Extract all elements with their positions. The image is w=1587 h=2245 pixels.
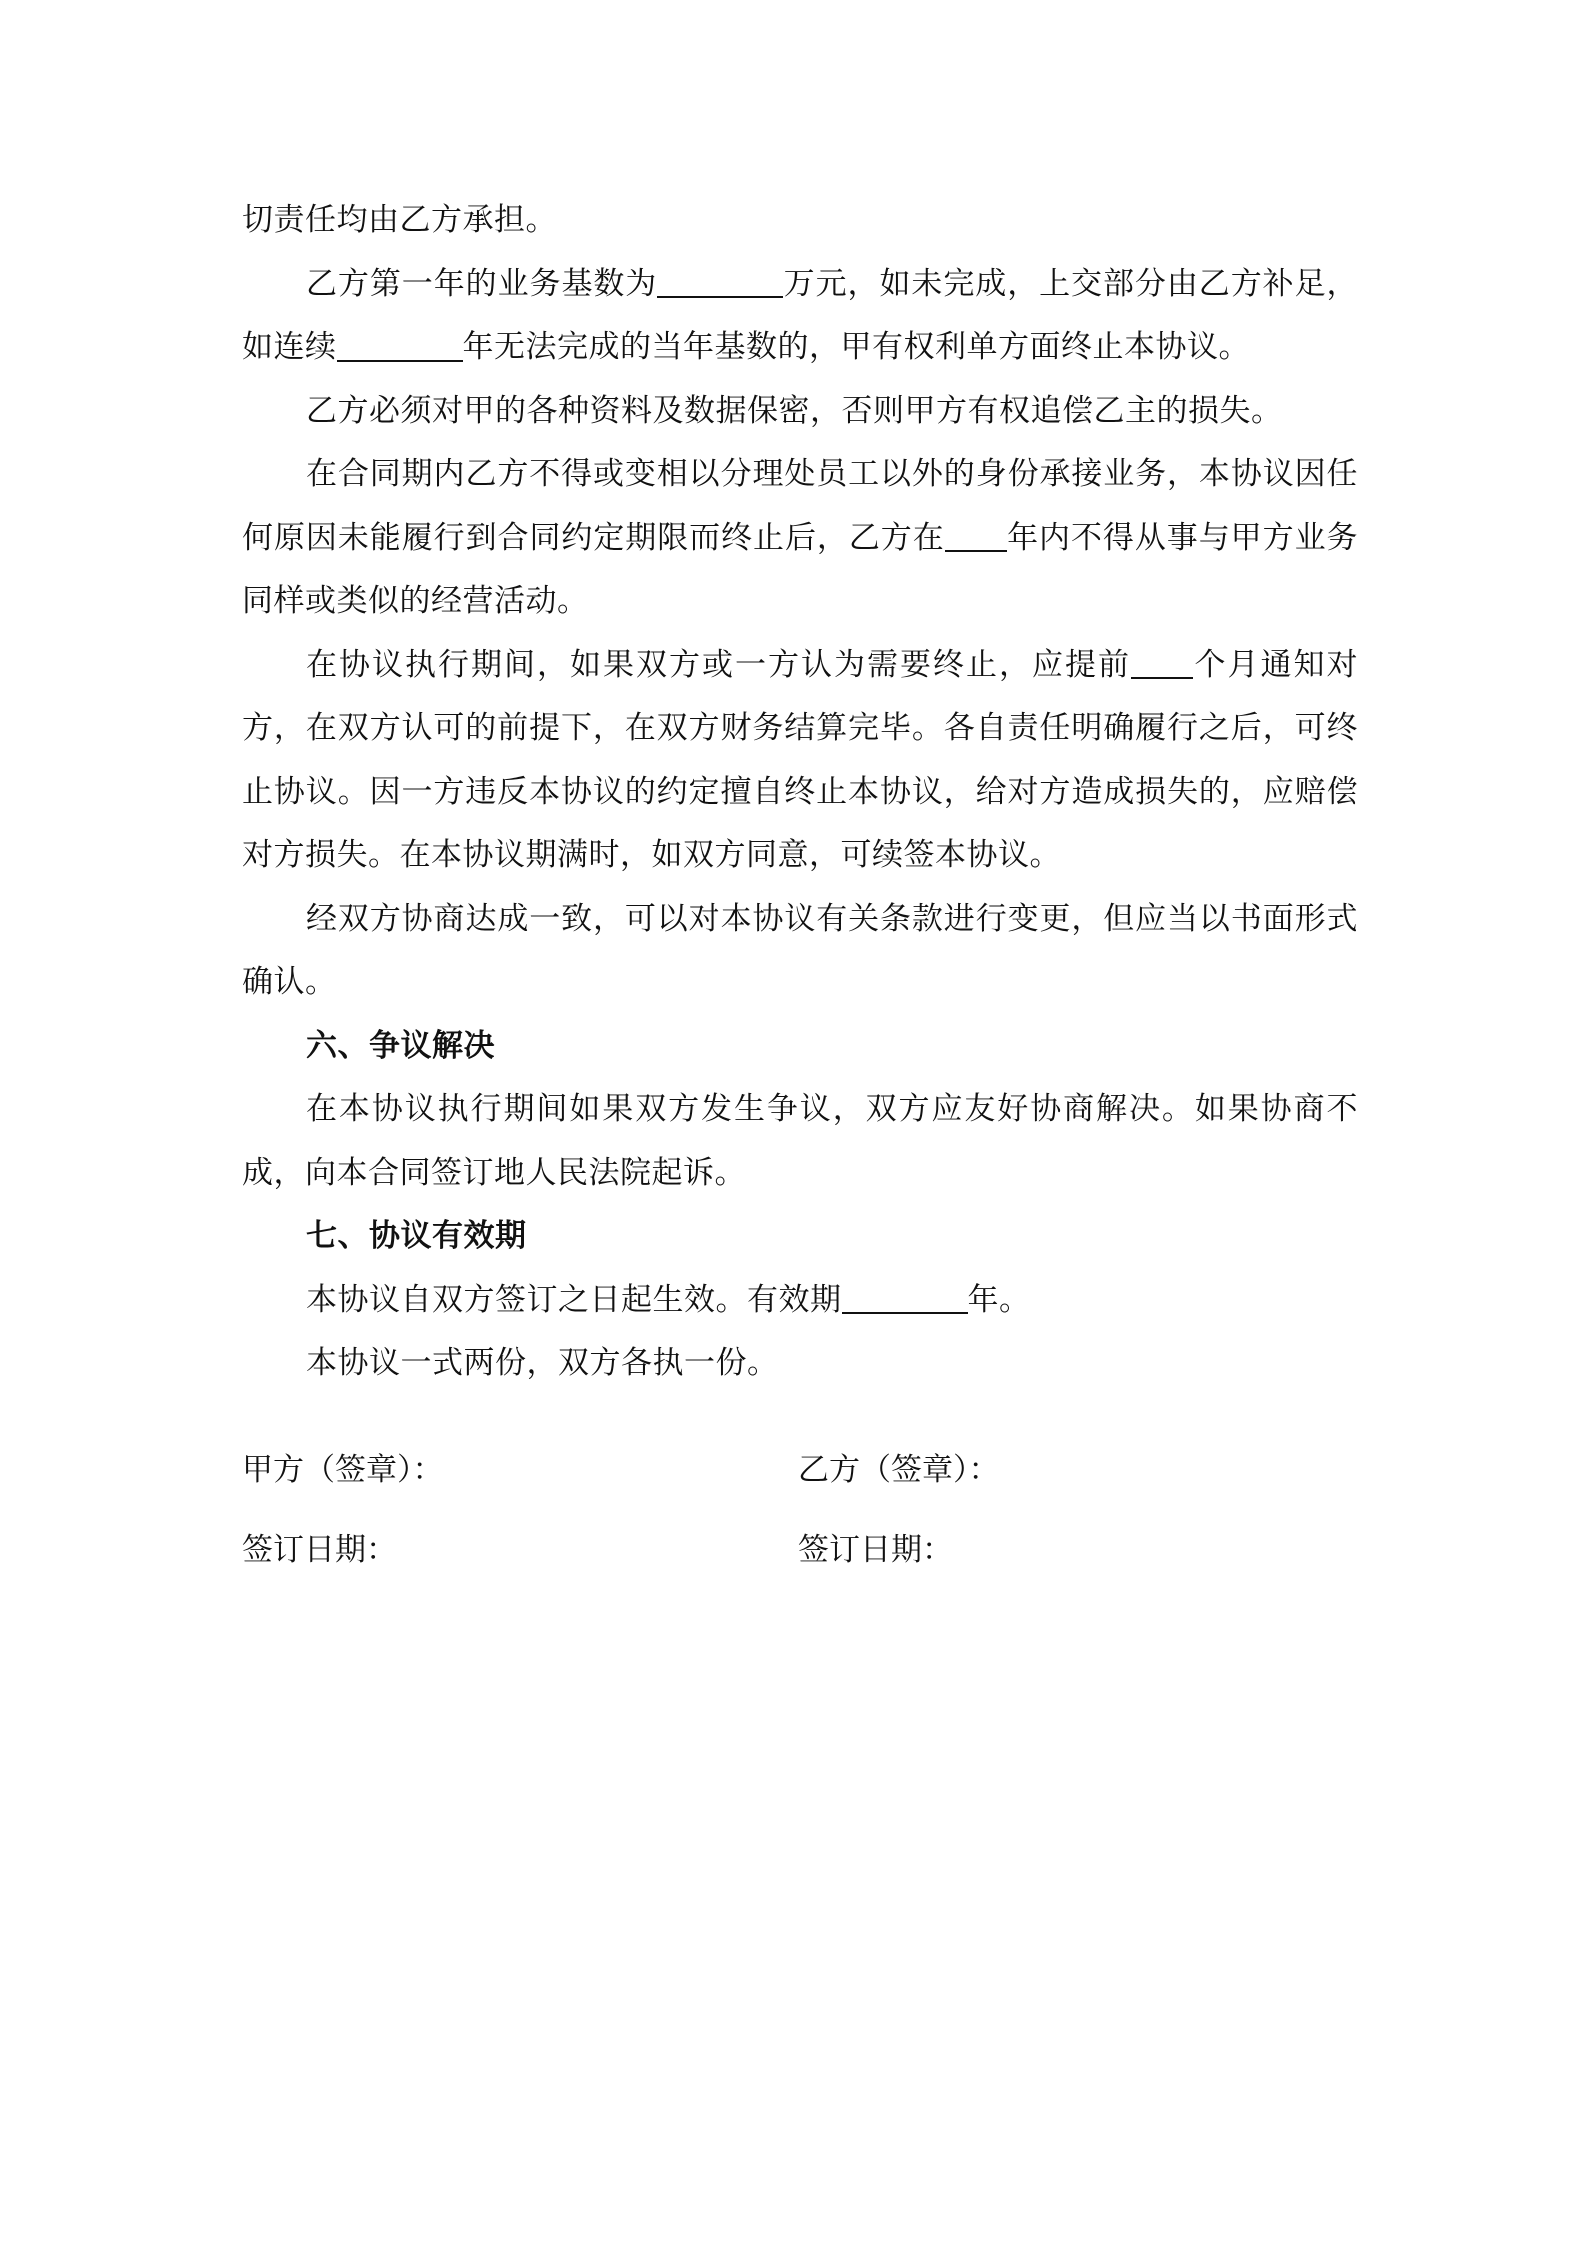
heading-text: 六、争议解决 xyxy=(306,1027,495,1064)
paragraph-text: 在本协议执行期间如果双方发生争议，双方应友好协商解决。如果协商不成，向本合同签订地人民法院起诉。 xyxy=(242,1091,1358,1191)
blank-notice-months-field[interactable] xyxy=(1131,645,1193,680)
paragraph-non-compete xyxy=(242,443,1358,634)
signing-date-row xyxy=(242,1510,1358,1590)
paragraph-text: 乙方第一年的业务基数为 xyxy=(306,265,658,302)
party-b-signature-label: 乙方（签章）： xyxy=(798,1452,1000,1488)
heading-text: 七、协议有效期 xyxy=(306,1218,527,1254)
paragraph-dispute xyxy=(242,1078,1358,1205)
paragraph-text: 年无法完成的当年基数的，甲有权利单方面终止本协议。 xyxy=(462,329,1250,365)
paragraph-copies xyxy=(242,1332,1358,1396)
paragraph-termination xyxy=(242,634,1358,888)
paragraph-text: 本协议一式两份，双方各执一份。 xyxy=(306,1345,779,1381)
paragraph-business-base xyxy=(242,253,1358,380)
blank-amount-field[interactable] xyxy=(657,264,783,299)
paragraph-liability xyxy=(242,189,1358,253)
blank-validity-years-field[interactable] xyxy=(842,1280,968,1315)
party-b-date-label: 签订日期： xyxy=(798,1532,953,1568)
contract-body xyxy=(242,189,1358,1396)
paragraph-text: 万元，如未完成，上交部分由乙方补足，如连续 xyxy=(242,265,1359,365)
party-a-signature-label: 甲方（签章）： xyxy=(242,1452,444,1488)
paragraph-amendment xyxy=(242,888,1358,1015)
paragraph-text: 年。 xyxy=(967,1281,1031,1318)
paragraph-text: 年内不得从事与甲方业务同样或类似的经营活动。 xyxy=(242,519,1359,619)
paragraph-text: 在协议执行期间，如果双方或一方认为需要终止，应提前 xyxy=(306,646,1131,683)
paragraph-validity xyxy=(242,1269,1358,1333)
paragraph-text: 在合同期内乙方不得或变相以分理处员工以外的身份承接业务，本协议因任何原因未能履行到合同约定期限而终止后，乙方在 xyxy=(242,456,1358,556)
blank-years-field[interactable] xyxy=(337,327,463,362)
paragraph-confidentiality xyxy=(242,380,1358,444)
paragraph-text: 经双方协商达成一致，可以对本协议有关条款进行变更，但应当以书面形式确认。 xyxy=(242,900,1358,1000)
paragraph-text: 本协议自双方签订之日起生效。有效期 xyxy=(306,1281,842,1318)
section-heading-validity xyxy=(242,1205,1358,1269)
section-heading-dispute xyxy=(242,1015,1358,1079)
paragraph-text: 切责任均由乙方承担。 xyxy=(242,202,557,238)
signature-block xyxy=(242,1430,1358,1590)
blank-noncompete-years-field[interactable] xyxy=(945,518,1007,553)
paragraph-text: 个月通知对方，在双方认可的前提下，在双方财务结算完毕。各自责任明确履行之后，可终止协议。因一方违反本协议的约定擅自终止本协议，给对方造成损失的，应赔偿对方损失。在本协议期满时，如双方同意，可续签本协议。 xyxy=(242,646,1358,873)
party-a-date-label: 签订日期： xyxy=(242,1532,397,1568)
paragraph-text: 乙方必须对甲的各种资料及数据保密，否则甲方有权追偿乙主的损失。 xyxy=(306,392,1283,429)
signature-row xyxy=(242,1430,1358,1510)
